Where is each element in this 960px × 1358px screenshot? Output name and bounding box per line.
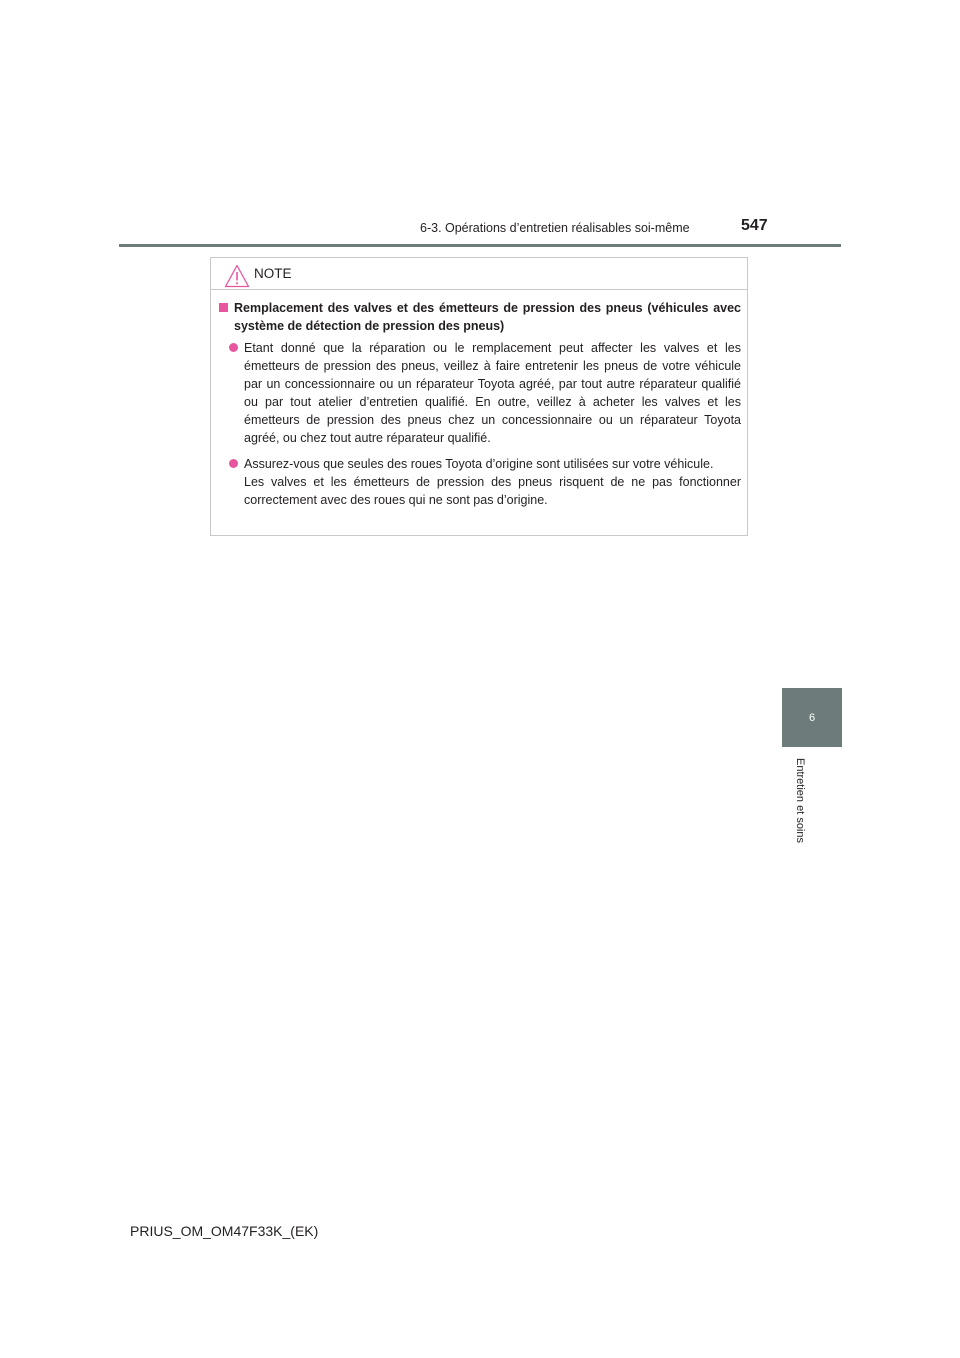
list-item-body bbox=[244, 339, 741, 447]
list-item bbox=[229, 339, 741, 447]
round-bullet-icon bbox=[229, 459, 238, 468]
square-bullet-icon bbox=[219, 303, 228, 312]
header-section-title: 6-3. Opérations d’entretien réalisables soi-même bbox=[420, 221, 690, 235]
list-item-paragraph: Les valves et les émetteurs de pression des pneus risquent de ne pas fonctionner correctement avec des roues qui ne sont pas d’origine. bbox=[244, 475, 741, 507]
note-topic bbox=[215, 299, 741, 335]
note-box bbox=[210, 257, 748, 536]
warning-triangle-icon bbox=[224, 264, 250, 288]
list-item-paragraph: Etant donné que la réparation ou le remplacement peut affecter les valves et les émetteurs de pression des pneus, veillez à faire entretenir les pneus de votre véhicule par un concessionnaire ou un réparateur Toyota agréé, par tout autre réparateur qualifié ou par tout atelier d’entretien qualifié. En outre, veillez à acheter les valves et les émetteurs de pression des pneus chez un concessionnaire ou un réparateur Toyota agréé, ou chez tout autre réparateur qualifié. bbox=[244, 341, 741, 445]
header-rule bbox=[119, 244, 841, 247]
round-bullet-icon bbox=[229, 343, 238, 352]
note-header bbox=[211, 258, 747, 290]
note-body bbox=[211, 290, 747, 509]
note-label: NOTE bbox=[254, 266, 292, 281]
page-number: 547 bbox=[741, 217, 768, 234]
chapter-title: Entretien et soins bbox=[794, 758, 806, 843]
document-code: PRIUS_OM_OM47F33K_(EK) bbox=[130, 1223, 319, 1239]
list-item-paragraph: Assurez-vous que seules des roues Toyota d’origine sont utilisées sur votre véhicule. bbox=[244, 457, 714, 471]
list-item bbox=[229, 455, 741, 509]
note-topic-text: Remplacement des valves et des émetteurs de pression des pneus (véhicules avec système de détection de pression des pneus) bbox=[234, 301, 741, 333]
list-item-body bbox=[244, 455, 741, 509]
chapter-number: 6 bbox=[808, 711, 816, 724]
chapter-tab bbox=[782, 688, 842, 747]
